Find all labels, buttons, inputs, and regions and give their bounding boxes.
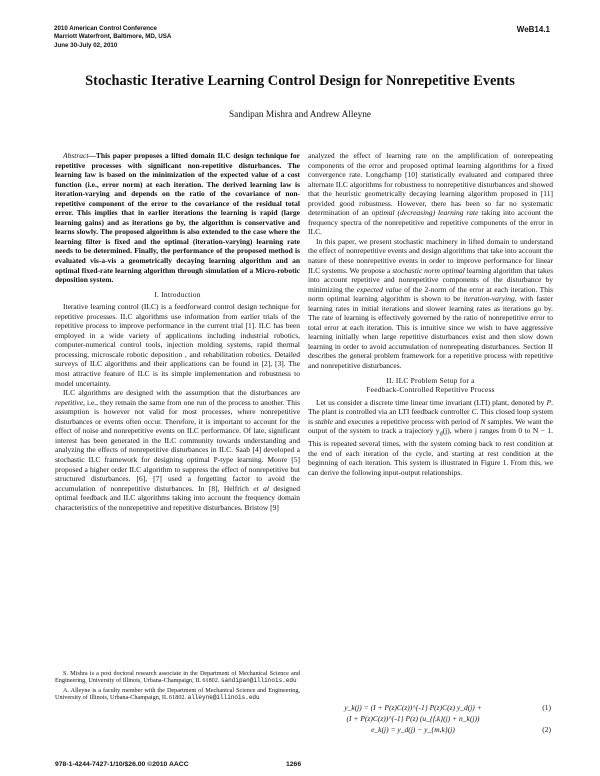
text-run: , i.e., they remain the same from one run of the process to another. This assumption is however not valid for most processes, where nonrepetitive disturbances or events often occur. Therefore, it is important to account for the effect of noise and nonrepetitive events on ILC performance. Of late, significant interest has been generated in the ILC community towards understanding and analyzing the effects of nonrepetitive disturbances in ILC. Saab [4] developed a stochastic ILC framework for designing optimal P-type learning. Moore [5] proposed a higher order ILC algorithm to suppress the effect of nonrepetitive but structured disturbances. [6], [7] used a forgetting factor to avoid the accumulation of nonrepetitive disturbances. In [8], Helfrich (55, 397, 300, 493)
equation-number: (2) (542, 725, 551, 734)
equation-text: e_k(j) = y_d(j) − y_{m,k}(j) (371, 725, 455, 734)
heading-line: Feedback-Controlled Repetitive Process (366, 385, 495, 395)
text-run: , with faster learning rates in initial iterations and slower learning rates as iterations go by. The rate of learning is effectively governed by the ratio of nonrepetitive error to total error at each iteration. This is intuitive since we wish to have aggressive learning initially when large repetitive disturbances exist and then slow down learning in order to avoid accumulation of nonrepeating disturbances. Section II describes the general problem framework for a repetitive process with repetitive and nonrepetitive disturbances. (308, 294, 553, 371)
emphasis: N (480, 416, 486, 426)
email-link[interactable]: alleyne@illinois.edu (187, 694, 260, 702)
text-run: . The plant is controlled via an LTI feedback controller (308, 397, 553, 417)
footnote-alleyne (55, 687, 300, 702)
copyright-footer: 978-1-4244-7427-1/10/$26.00 ©2010 AACC (55, 761, 189, 768)
emphasis: P (546, 397, 552, 407)
session-code: WeB14.1 (516, 25, 550, 34)
abstract-text: —This paper proposes a lifted domain ILC design technique for repetitive processes with significant non-repetitive disturbances. The learning law is based on the minimization of the expected value of a cost function (i.e., error norm) at each iteration. The derived learning law is iteration-varying and depends on the ratio of the covariance of non-repetitive component of the error to the covariance of the residual total error. This implies that in earlier iterations the learning is rapid (large learning gains) and as iterations go by, the algorithm is conservative and learns slowly. The proposed algorithm is also extended to the case where the learning filter is fixed and the optimal (iteration-varying) learning rate needs to be determined. Finally, the performance of the proposed method is evaluated vis-a-vis a geometrically decaying learning algorithm and an optimal fixed-rate learning algorithm through simulation of a Micro-robotic deposition system. (55, 151, 300, 285)
emphasis: repetitive (55, 397, 84, 407)
text-run: (j), where j ranges from 0 to N − 1. This is repeated several times, with the system coming back to rest condition at the end of each iteration of the cycle, and starting at rest condition at the beginning of each iteration. This system is illustrated in Figure 1. From this, we can derive the following input-output relationships. (308, 426, 553, 477)
emphasis: optimal (decreasing) learning rate (371, 208, 479, 218)
page-number: 1266 (286, 761, 302, 768)
equations (308, 703, 553, 736)
text-run: . This closed loop system is (308, 407, 554, 426)
footnote-text: A. Alleyne is a faculty member with the Department of Mechanical Science and Engineering, University of Illinois, Urbana-Champaign, IL 61802. (55, 686, 300, 702)
equation-1-line-2 (308, 714, 553, 725)
footnotes (55, 670, 300, 704)
equation-text: y_k(j) = (I + P(z)C(z))^{-1} P(z)C(z) y_d(j) + (344, 703, 482, 712)
text-run: of the 2-norm of the error at each iteration. This norm optimal learning algorithm is shown to be (308, 284, 553, 304)
section-2-heading (308, 376, 553, 395)
text-run: taking into account the frequency spectra of the nonrepetitive and repetitive components of the error in ILC. (308, 208, 553, 237)
text-run: designed optimal feedback and ILC algorithms taking into account the frequency domain characteristics of the nonrepetitive and repetitive disturbances. Bristow [9] (55, 483, 301, 512)
footnote-text: S. Mishra is a post doctoral research associate in the Department of Mechanical Science and Engineering, University of Illinois, Urbana-Champaign, IL 61802. (55, 670, 300, 685)
equation-2 (308, 725, 553, 736)
text-run: In this paper, we present stochastic machinery in lifted domain to understand the effect of nonrepetitive events and design algorithms that take into account the nature of these nonrepetitive events in order to improve performance for linear ILC systems. We propose a (308, 236, 553, 275)
text-run: Let us consider a discrete time linear time invariant (LTI) plant, denoted by (316, 397, 547, 407)
intro-paragraph-1: Iterative learning control (ILC) is a feedforward control design technique for repetitive processes. ILC algorithms use information from earlier trials of the repetitive process to improve performance in the current trial [1]. ILC has been employed in a wide variety of applications including industrial robotics, computer-numerical control tools, injection molding systems, rapid thermal processing, microscale robotic deposition , and rehabilitation robotics. Detailed surveys of ILC algorithms and their applications can be found in [2], [3]. The most attractive feature of ILC is its simple implementation and robustness to model uncertainty. (55, 302, 300, 388)
right-paragraph-1 (308, 151, 553, 237)
footnote-mishra (55, 670, 300, 685)
conference-name: 2010 American Control Conference (54, 25, 157, 32)
heading-line: II. ILC Problem Setup for a (386, 375, 475, 385)
emphasis: expected value (356, 284, 402, 294)
email-link[interactable]: sandipan@illinois.edu (220, 677, 297, 685)
equation-text: (I + P(z)C(z))^{-1} P(z) (u_{f,k}(j) + n_k(j)) (346, 714, 480, 723)
text-run: samples. We want the output of the system to track a trajectory y (308, 416, 553, 436)
emphasis: iteration-varying (463, 294, 515, 304)
intro-paragraph-2 (55, 388, 300, 512)
paper-title: Stochastic Iterative Learning Control Design for Nonrepetitive Events (85, 73, 515, 89)
emphasis: stable (315, 416, 333, 426)
equation-1-line-1 (308, 703, 553, 714)
text-run: learning algorithm that takes into account repetitive and nonrepetitive components of the disturbance by minimizing the (308, 265, 553, 294)
text-run: and executes a repetitive process with period of (332, 416, 481, 426)
equation-number: (1) (542, 703, 551, 712)
right-column (308, 151, 553, 478)
emphasis: stochastic norm optimal (392, 265, 465, 275)
conference-dates: June 30-July 02, 2010 (54, 41, 118, 49)
right-paragraph-2 (308, 237, 553, 371)
abstract-label: Abstract (63, 151, 89, 160)
intro-heading: I. Introduction (154, 289, 201, 299)
text-run: analyzed the effect of learning rate on the amplification of nonrepeating components of the error and proposed optimal learning algorithms for a fixed convergence rate. Longchamp [10] statistically evaluated and compared three alternate ILC algorithms for robustness to nonrepetitive disturbances and showed that the heuristic geometrically decaying learning algorithm proposed in [11] provided good robustness. However, there has been so far no systematic determination of an (308, 151, 553, 218)
subscript: d (439, 430, 443, 438)
conference-location: Marriott Waterfront, Baltimore, MD, USA (54, 33, 172, 41)
section-2-paragraph-1 (308, 398, 553, 478)
text-run: ILC algorithms are designed with the assumption that the disturbances are (63, 388, 300, 398)
abstract (55, 151, 300, 285)
conference-header (54, 25, 171, 50)
emphasis: et al (253, 483, 269, 493)
paper-authors: Sandipan Mishra and Andrew Alleyne (228, 110, 371, 120)
emphasis: C (471, 407, 477, 417)
left-column (55, 151, 300, 512)
